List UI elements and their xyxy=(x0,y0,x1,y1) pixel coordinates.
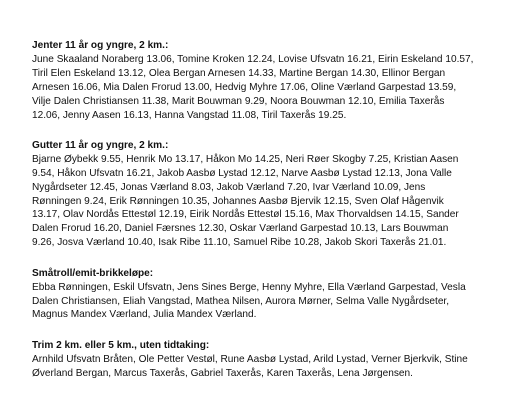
section-trim xyxy=(32,339,504,381)
results-line: June Skaaland Noraberg 13.06, Tomine Kroken 12.24, Lovise Ufsvatn 16.21, Eirin Eskeland 10.57, xyxy=(32,53,474,65)
results-document xyxy=(32,39,504,397)
section-heading: Gutter 11 år og yngre, 2 km.: xyxy=(32,139,169,151)
results-line: Nygårdseter 12.45, Jonas Værland 8.03, Jakob Værland 7.20, Ivar Værland 10.09, Jens xyxy=(32,181,426,193)
section-boys-11 xyxy=(32,139,504,250)
participants-text xyxy=(32,353,504,381)
section-smatroll xyxy=(32,267,504,323)
participants-line: Øverland Bergan, Marcus Taxerås, Gabriel Taxerås, Karen Taxerås, Lena Jørgensen. xyxy=(32,367,413,379)
results-line: Dalen Frorud 16.20, Daniel Færsnes 12.30, Oskar Værland Garpestad 10.13, Lars Bouwman xyxy=(32,223,449,235)
results-line: 12.06, Jenny Aasen 16.13, Hanna Vangstad 11.08, Tiril Taxerås 19.25. xyxy=(32,109,347,121)
results-line: 13.17, Olav Nordås Ettestøl 12.19, Eirik Nordås Ettestøl 15.16, Max Thorvaldsen 14.15, Sander xyxy=(32,209,459,221)
results-line: Vilje Dalen Christiansen 11.38, Marit Bouwman 9.29, Noora Bouwman 12.10, Emilia Taxerås xyxy=(32,95,445,107)
results-line: Arnesen 16.06, Mia Dalen Frorud 13.00, Hedvig Myhre 17.06, Oline Værland Garpestad 13.59, xyxy=(32,81,457,93)
participants-line: Dalen Christiansen, Eliah Vangstad, Mathea Nilsen, Aurora Mørner, Selma Valle Nygårdseter, xyxy=(32,295,450,307)
results-line: Rønningen 9.24, Erik Rønningen 10.35, Johannes Aasbø Bjervik 12.15, Sven Olaf Hågenvik xyxy=(32,195,444,207)
section-heading: Trim 2 km. eller 5 km., uten tidtaking: xyxy=(32,339,210,351)
results-text xyxy=(32,53,504,123)
participants-line: Magnus Mandex Værland, Julia Mandex Værland. xyxy=(32,309,257,321)
section-girls-11 xyxy=(32,39,504,122)
section-heading: Småtroll/emit-brikkeløpe: xyxy=(32,267,154,279)
results-line: Bjarne Øybekk 9.55, Henrik Mo 13.17, Håkon Mo 14.25, Neri Røer Skogby 7.25, Kristian Aasen xyxy=(32,153,459,165)
participants-line: Ebba Rønningen, Eskil Ufsvatn, Jens Sines Berge, Henny Myhre, Ella Værland Garpestad, Vesla xyxy=(32,281,466,293)
results-line: 9.26, Josva Værland 10.40, Isak Ribe 11.10, Samuel Ribe 10.28, Jakob Skori Taxerås 21.01. xyxy=(32,237,447,249)
results-line: 9.54, Håkon Ufsvatn 16.21, Jakob Aasbø Lystad 12.12, Narve Aasbø Lystad 12.13, Jona Valle xyxy=(32,167,452,179)
results-text xyxy=(32,153,504,250)
participants-line: Arnhild Ufsvatn Bråten, Ole Petter Vestøl, Rune Aasbø Lystad, Arild Lystad, Verner Bjerkvik, Stine xyxy=(32,353,468,365)
section-heading: Jenter 11 år og yngre, 2 km.: xyxy=(32,40,169,51)
results-line: Tiril Elen Eskeland 13.12, Olea Bergan Arnesen 14.33, Martine Bergan 14.30, Ellinor Bergan xyxy=(32,67,446,79)
participants-text xyxy=(32,281,504,323)
